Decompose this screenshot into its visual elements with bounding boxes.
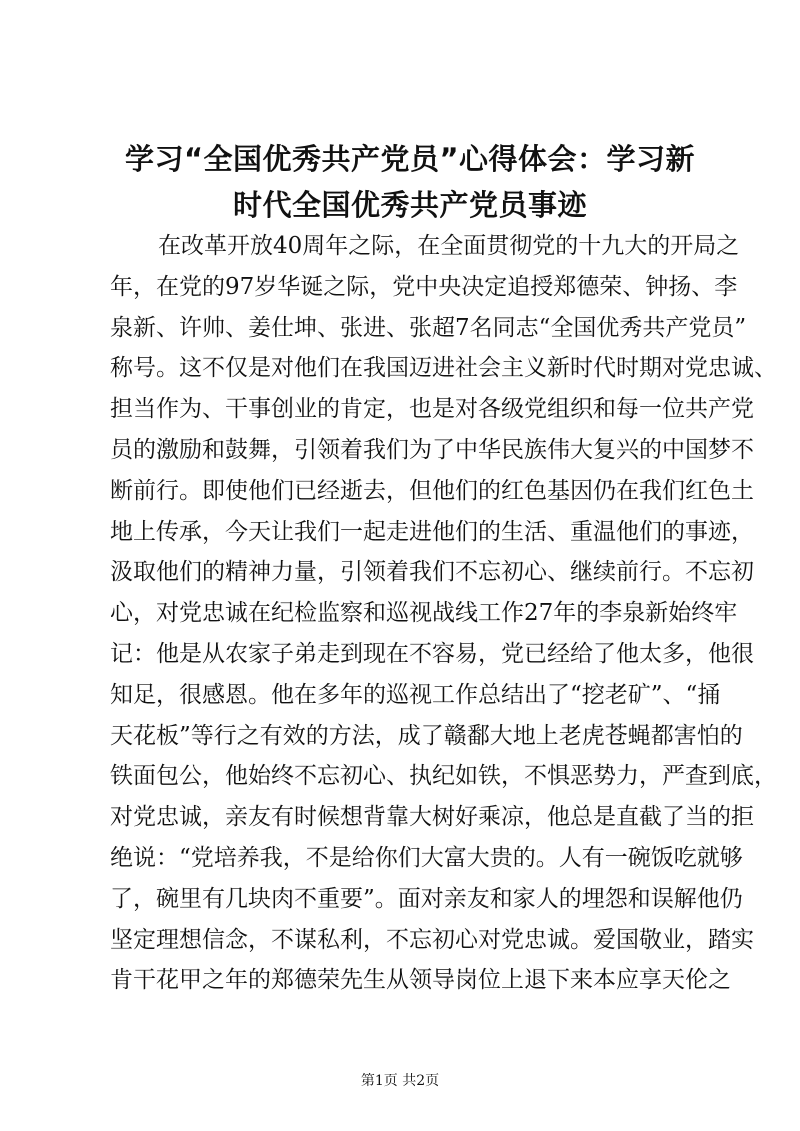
body-line: 了，碗里有几块肉不重要”。面对亲友和家人的埋怨和误解他仍 [110, 885, 743, 912]
body-line: 坚定理想信念，不谋私利，不忘初心对党忠诚。爱国敬业，踏实 [110, 926, 754, 953]
body-line: 知足，很感恩。他在多年的巡视工作总结出了“挖老矿”、“捅 [110, 681, 721, 708]
body-line: 泉新、许帅、姜仕坤、张进、张超7名同志“全国优秀共产党员” [110, 314, 747, 341]
body-line: 肯干花甲之年的郑德荣先生从领导岗位上退下来本应享天伦之 [110, 967, 731, 994]
body-line: 汲取他们的精神力量，引领着我们不忘初心、继续前行。不忘初 [110, 559, 754, 586]
body-line: 称号。这不仅是对他们在我国迈进社会主义新时代时期对党忠诚、 [110, 355, 777, 382]
body-line: 记：他是从农家子弟走到现在不容易，党已经给了他太多，他很 [110, 640, 754, 667]
body-line: 天花板”等行之有效的方法，成了赣鄱大地上老虎苍蝇都害怕的 [110, 722, 743, 749]
body-line: 心，对党忠诚在纪检监察和巡视战线工作27年的李泉新始终牢 [110, 600, 738, 627]
title-line: 学习“全国优秀共产党员”心得体会：学习新 [124, 142, 696, 176]
body-line: 员的激励和鼓舞，引领着我们为了中华民族伟大复兴的中国梦不 [110, 436, 754, 463]
page-number: 第1页 共2页 [360, 1073, 440, 1089]
body-line: 断前行。即使他们已经逝去，但他们的红色基因仍在我们红色土 [110, 477, 754, 504]
body-line: 年，在党的97岁华诞之际，党中央决定追授郑德荣、钟扬、李 [110, 273, 738, 300]
document-title [100, 136, 720, 228]
body-line: 在改革开放40周年之际，在全面贯彻党的十九大的开局之 [158, 233, 740, 259]
body-line: 地上传承，今天让我们一起走进他们的生活、重温他们的事迹， [110, 518, 754, 545]
document-body [110, 226, 777, 1001]
body-line: 担当作为、干事创业的肯定，也是对各级党组织和每一位共产党 [110, 396, 754, 423]
title-line: 时代全国优秀共产党员事迹 [232, 188, 587, 222]
body-line: 绝说：“党培养我，不是给你们大富大贵的。人有一碗饭吃就够 [110, 844, 743, 871]
body-line: 对党忠诚，亲友有时候想背靠大树好乘凉，他总是直截了当的拒 [110, 804, 754, 831]
body-line: 铁面包公，他始终不忘初心、执纪如铁，不惧恶势力，严查到底， [110, 763, 777, 790]
